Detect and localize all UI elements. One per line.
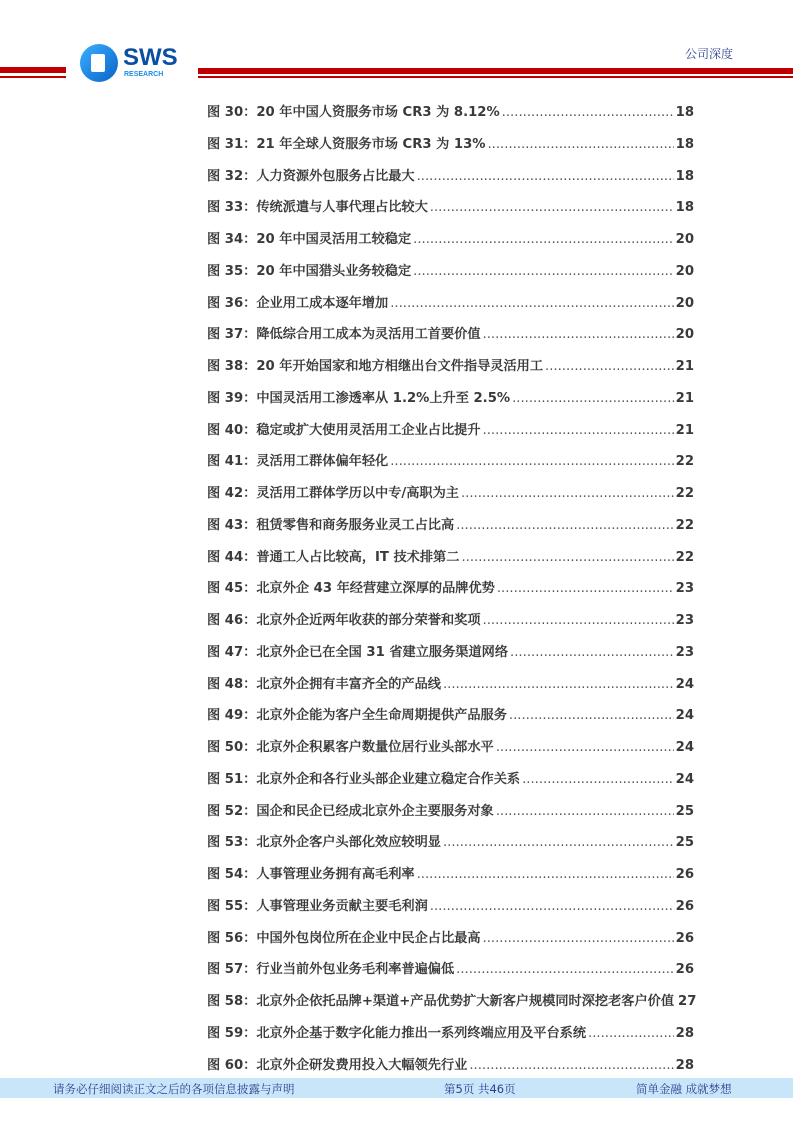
toc-entry-page: 26	[675, 898, 694, 914]
toc-entry-page: 18	[675, 105, 694, 120]
toc-entry[interactable]	[207, 990, 697, 1022]
toc-entry-label: 图 35：20 年中国猎头业务较稳定	[207, 263, 412, 279]
toc-entry-label: 图 43：租赁零售和商务服务业灵工占比高	[207, 517, 455, 533]
toc-entry-page: 20	[675, 232, 694, 247]
footer-disclaimer: 请务必仔细阅读正文之后的各项信息披露与声明	[53, 1082, 295, 1096]
dot-leader	[502, 105, 674, 120]
toc-entry-label: 图 31：21 年全球人资服务市场 CR3 为 13%	[207, 136, 486, 152]
report-type-label: 公司深度	[684, 47, 733, 61]
toc-entry-page: 23	[675, 581, 694, 597]
sws-logo	[80, 44, 185, 84]
toc-entry-page: 22	[675, 486, 694, 501]
dot-leader	[483, 613, 674, 628]
toc-entry[interactable]	[207, 1022, 694, 1054]
toc-entry[interactable]	[207, 196, 694, 228]
toc-entry-label: 图 55：人事管理业务贡献主要毛利润	[207, 898, 428, 914]
toc-entry[interactable]	[207, 292, 694, 324]
toc-entry[interactable]	[207, 673, 694, 705]
toc-entry-label: 图 38：20 年开始国家和地方相继出台文件指导灵活用工	[207, 359, 544, 374]
toc-entry[interactable]	[207, 704, 694, 736]
dot-leader	[497, 581, 674, 596]
toc-entry-page: 23	[675, 644, 694, 660]
toc-entry-page: 24	[675, 771, 694, 787]
toc-entry[interactable]	[207, 482, 694, 514]
header-rule	[0, 67, 66, 73]
toc-entry[interactable]	[207, 736, 694, 768]
toc-entry[interactable]	[207, 387, 694, 419]
dot-leader	[430, 899, 674, 914]
toc-entry-page: 27	[678, 994, 697, 1009]
toc-entry[interactable]	[207, 546, 694, 578]
toc-entry-label: 图 57：行业当前外包业务毛利率普遍偏低	[207, 962, 455, 978]
dot-leader	[483, 423, 674, 438]
dot-leader	[469, 1058, 673, 1073]
toc-entry-page: 22	[675, 454, 694, 470]
toc-entry-label: 图 30：20 年中国人资服务市场 CR3 为 8.12%	[207, 105, 500, 120]
toc-entry-label: 图 42：灵活用工群体学历以中专/高职为主	[207, 486, 459, 501]
toc-entry[interactable]	[207, 419, 694, 451]
toc-entry-label: 图 41：灵活用工群体偏年轻化	[207, 454, 389, 470]
dot-leader	[588, 1026, 674, 1041]
toc-entry-page: 20	[675, 295, 694, 311]
dot-leader	[413, 264, 674, 279]
dot-leader	[430, 200, 674, 215]
dot-leader	[496, 804, 674, 819]
toc-entry-label: 图 33：传统派遣与人事代理占比较大	[207, 200, 428, 216]
toc-entry-page: 18	[675, 200, 694, 216]
toc-entry-label: 图 46：北京外企近两年收获的部分荣誉和奖项	[207, 613, 481, 628]
dot-leader	[522, 772, 674, 787]
toc-entry-page: 28	[675, 1057, 694, 1073]
toc-entry-label: 图 59：北京外企基于数字化能力推出一系列终端应用及平台系统	[207, 1025, 587, 1041]
toc-entry-page: 21	[675, 359, 694, 374]
toc-entry[interactable]	[207, 800, 694, 832]
toc-entry-label: 图 54：人事管理业务拥有高毛利率	[207, 867, 415, 882]
logo-text: SWS	[123, 44, 178, 71]
toc-entry-page: 18	[675, 168, 694, 184]
toc-entry-label: 图 45：北京外企 43 年经营建立深厚的品牌优势	[207, 581, 495, 597]
toc-entry-label: 图 47：北京外企已在全国 31 省建立服务渠道网络	[207, 644, 509, 660]
toc-entry[interactable]	[207, 863, 694, 895]
toc-entry[interactable]	[207, 958, 694, 990]
toc-entry[interactable]	[207, 323, 694, 355]
toc-entry[interactable]	[207, 101, 694, 133]
dot-leader	[487, 137, 673, 152]
toc-entry-label: 图 48：北京外企拥有丰富齐全的产品线	[207, 676, 441, 692]
toc-entry-label: 图 39：中国灵活用工渗透率从 1.2%上升至 2.5%	[207, 390, 511, 406]
toc-entry-page: 24	[675, 676, 694, 692]
dot-leader	[545, 359, 674, 374]
dot-leader	[443, 677, 674, 692]
header-rule	[198, 76, 793, 78]
toc-entry[interactable]	[207, 228, 694, 260]
logo-subtext: RESEARCH	[124, 71, 164, 78]
toc-entry-page: 20	[675, 327, 694, 343]
toc-entry-label: 图 34：20 年中国灵活用工较稳定	[207, 232, 412, 247]
toc-entry-page: 26	[675, 930, 694, 946]
toc-entry[interactable]	[207, 260, 694, 292]
dot-leader	[456, 962, 674, 977]
toc-entry-page: 22	[675, 549, 694, 565]
toc-entry-label: 图 32：人力资源外包服务占比最大	[207, 168, 415, 184]
toc-entry[interactable]	[207, 768, 694, 800]
toc-entry-label: 图 37：降低综合用工成本为灵活用工首要价值	[207, 327, 481, 343]
figure-table-of-contents	[207, 101, 697, 1085]
toc-entry[interactable]	[207, 133, 694, 165]
dot-leader	[413, 232, 674, 247]
toc-entry-page: 24	[675, 740, 694, 755]
toc-entry-page: 28	[675, 1025, 694, 1041]
dot-leader	[443, 835, 674, 850]
dot-leader	[509, 708, 674, 723]
toc-entry-label: 图 36：企业用工成本逐年增加	[207, 295, 389, 311]
dot-leader	[512, 391, 674, 406]
toc-entry-page: 18	[675, 136, 694, 152]
toc-entry-label: 图 40：稳定或扩大使用灵活用工企业占比提升	[207, 422, 481, 438]
toc-entry-label: 图 49：北京外企能为客户全生命周期提供产品服务	[207, 708, 507, 724]
toc-entry-label: 图 51：北京外企和各行业头部企业建立稳定合作关系	[207, 771, 521, 787]
dot-leader	[510, 645, 674, 660]
toc-entry-label: 图 50：北京外企积累客户数量位居行业头部水平	[207, 740, 494, 755]
toc-entry-label: 图 52：国企和民企已经成北京外企主要服务对象	[207, 803, 494, 819]
toc-entry-page: 23	[675, 613, 694, 628]
toc-entry[interactable]	[207, 641, 694, 673]
footer-page-info: 第5页 共46页	[444, 1082, 516, 1096]
toc-entry-label: 图 44：普通工人占比较高，IT 技术排第二	[207, 549, 460, 565]
dot-leader	[461, 550, 673, 565]
toc-entry-page: 25	[675, 803, 694, 819]
toc-entry-page: 21	[675, 422, 694, 438]
toc-entry[interactable]	[207, 831, 694, 863]
dot-leader	[483, 931, 674, 946]
logo-icon	[80, 44, 118, 82]
toc-entry-page: 20	[675, 263, 694, 279]
dot-leader	[417, 169, 674, 184]
toc-entry-page: 26	[675, 867, 694, 882]
footer-bar	[0, 1078, 793, 1098]
toc-entry[interactable]	[207, 165, 694, 197]
toc-entry[interactable]	[207, 355, 694, 387]
toc-entry-page: 24	[675, 708, 694, 724]
header-rule	[0, 76, 66, 78]
toc-entry-page: 22	[675, 517, 694, 533]
dot-leader	[417, 867, 674, 882]
toc-entry-label: 图 58：北京外企依托品牌+渠道+产品优势扩大新客户规模同时深挖老客户价值	[207, 994, 675, 1009]
dot-leader	[390, 454, 673, 469]
toc-entry[interactable]	[207, 927, 694, 959]
toc-entry[interactable]	[207, 450, 694, 482]
toc-entry-label: 图 60：北京外企研发费用投入大幅领先行业	[207, 1057, 468, 1073]
dot-leader	[461, 486, 674, 501]
dot-leader	[496, 740, 674, 755]
toc-entry-label: 图 53：北京外企客户头部化效应较明显	[207, 835, 441, 851]
toc-entry[interactable]	[207, 609, 694, 641]
toc-entry-page: 25	[675, 835, 694, 851]
dot-leader	[483, 327, 674, 342]
toc-entry-page: 21	[675, 390, 694, 406]
toc-entry[interactable]	[207, 514, 694, 546]
toc-entry-page: 26	[675, 962, 694, 978]
footer-slogan: 简单金融 成就梦想	[636, 1082, 732, 1096]
toc-entry-label: 图 56：中国外包岗位所在企业中民企占比最高	[207, 930, 481, 946]
dot-leader	[390, 296, 673, 311]
dot-leader	[456, 518, 674, 533]
header-rule	[198, 68, 793, 74]
toc-entry[interactable]	[207, 895, 694, 927]
toc-entry[interactable]	[207, 577, 694, 609]
